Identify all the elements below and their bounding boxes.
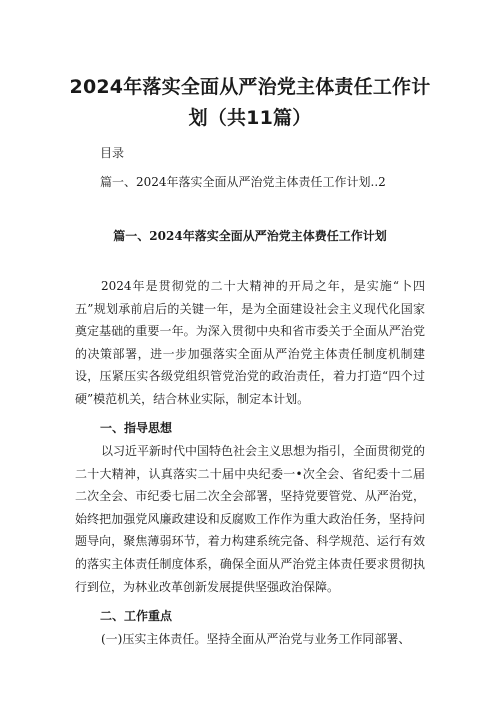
section-title: 篇一、2024年落实全面从严治党主体费任工作计划: [113, 229, 387, 243]
document-title-line-1: 2024年落实全面从严治党主体责任工作计: [69, 76, 431, 98]
toc-entry[interactable]: 篇一、2024年落实全面从严治党主体责任工作计划..2: [100, 175, 386, 189]
document-title-line-2: 划（共11篇）: [188, 107, 312, 129]
document-title: [60, 72, 440, 134]
toc-heading: 目录: [100, 146, 125, 160]
heading-work-focus: 二、工作重点: [100, 609, 173, 623]
body-paragraph-work-focus: (一)压实主体责任。坚持全面从严治党与业务工作同部署、: [101, 632, 411, 646]
heading-guiding-ideology: 一、指导思想: [100, 421, 173, 435]
body-paragraph-intro: 2024年是贯彻党的二十大精神的开局之年，是实施“卜四五”规划承前启后的关键一年，是为全面建设社会主义现代化国家奠定基础的重要一年。为深入贯彻中央和省市委关于全面从严治党的决策部署，进一步加强落实全面从严治党主体责任制度机制建设，压紧压实各级党组织管党治党的政治责任，着力打造“四个过硬”模范机关，结合林业实际，制定本计划。: [75, 279, 425, 406]
body-paragraph-guiding-ideology: 以习近平新时代中国特色社会主义思想为指引，全面贯彻党的二十大精神，认真落实二十届中央纪委一•次全会、省纪委十二届二次全会、市纪委七届二次全会部署，坚持党要管党、从严治党，始终把加强党风廉政建设和反腐败工作作为重大政治任务，坚持问题导向，聚焦薄弱环节，着力构建系统完备、科学规范、运行有效的落实主体责任制度体系，确保全面从严治党主体责任要求贯彻执行到位，为林业改革创新发展提供坚强政治保障。: [75, 444, 426, 594]
